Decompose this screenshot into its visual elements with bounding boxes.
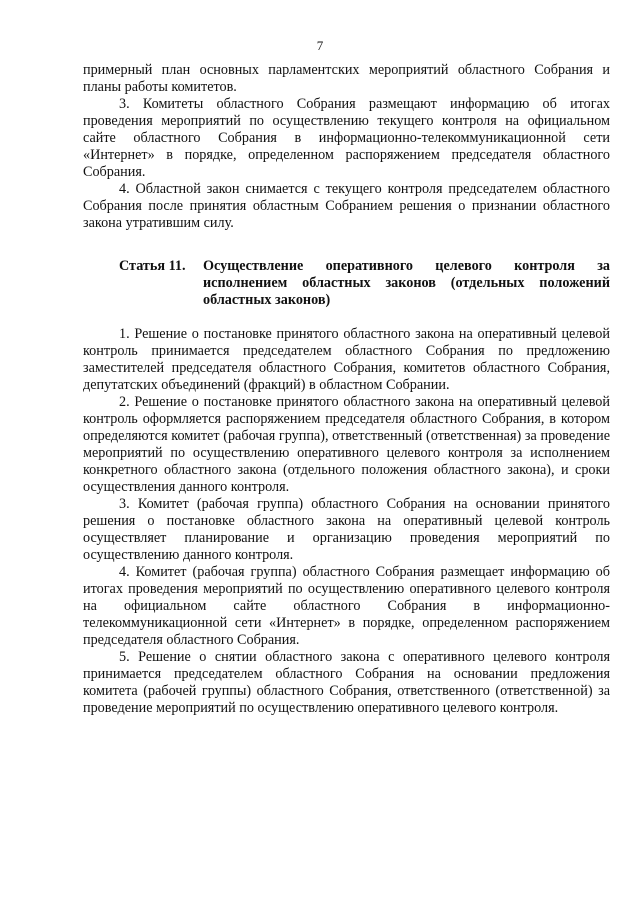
article-paragraph-5: 5. Решение о снятии областного закона с оперативного целевого контроля принимается председателем областного Собрания на основании предложения комитета (рабочей группы) областного Собрания, ответственного (ответственной) за проведение мероприятий по осуществлению оперативного целевого контроля.: [83, 649, 610, 716]
page-number: 7: [316, 38, 324, 53]
paragraph-item-3: 3. Комитеты областного Собрания размещают информацию об итогах проведения мероприятий по осуществлению текущего контроля на официальном сайте областного Собрания в информационно-телекоммуникационной сети «Интернет» в порядке, определенном распоряжением председателя областного Собрания.: [83, 96, 610, 180]
article-heading: [119, 258, 610, 309]
paragraph-item-4: 4. Областной закон снимается с текущего контроля председателем областного Собрания после принятия областным Собранием решения о признании областного закона утратившим силу.: [83, 181, 610, 231]
article-paragraph-3: 3. Комитет (рабочая группа) областного Собрания на основании принятого решения о постановке областного закона на оперативный целевой контроль осуществляет планирование и организацию проведения мероприятий по осуществлению данного контроля.: [83, 496, 610, 563]
paragraph-continuation: примерный план основных парламентских мероприятий областного Собрания и планы работы комитетов.: [83, 62, 610, 95]
article-text-block: [83, 326, 610, 717]
article-paragraph-2: 2. Решение о постановке принятого областного закона на оперативный целевой контроль оформляется распоряжением председателя областного Собрания, в котором определяются комитет (рабочая группа), ответственный (ответственная) за проведение мероприятий по осуществлению оперативного целевого контроля за исполнением конкретного областного закона (отдельного положения областного закона), и сроки осуществления данного контроля.: [83, 394, 610, 495]
article-paragraph-4: 4. Комитет (рабочая группа) областного Собрания размещает информацию об итогах проведения мероприятий по осуществлению оперативного целевого контроля на официальном сайте областного Собрания в информационно-телекоммуникационной сети «Интернет» в порядке, определенном распоряжением председателя областного Собрания.: [83, 564, 610, 648]
article-paragraph-1: 1. Решение о постановке принятого областного закона на оперативный целевой контроль принимается председателем областного Собрания по предложению заместителей председателя областного Собрания, комитетов областного Собрания, депутатских объединений (фракций) в областном Собрании.: [83, 326, 610, 393]
article-label: Статья 11.: [119, 258, 186, 274]
article-title: Осуществление оперативного целевого контроля за исполнением областных законов (отдельных положений областных законов): [203, 258, 610, 308]
top-text-block: [83, 62, 610, 232]
